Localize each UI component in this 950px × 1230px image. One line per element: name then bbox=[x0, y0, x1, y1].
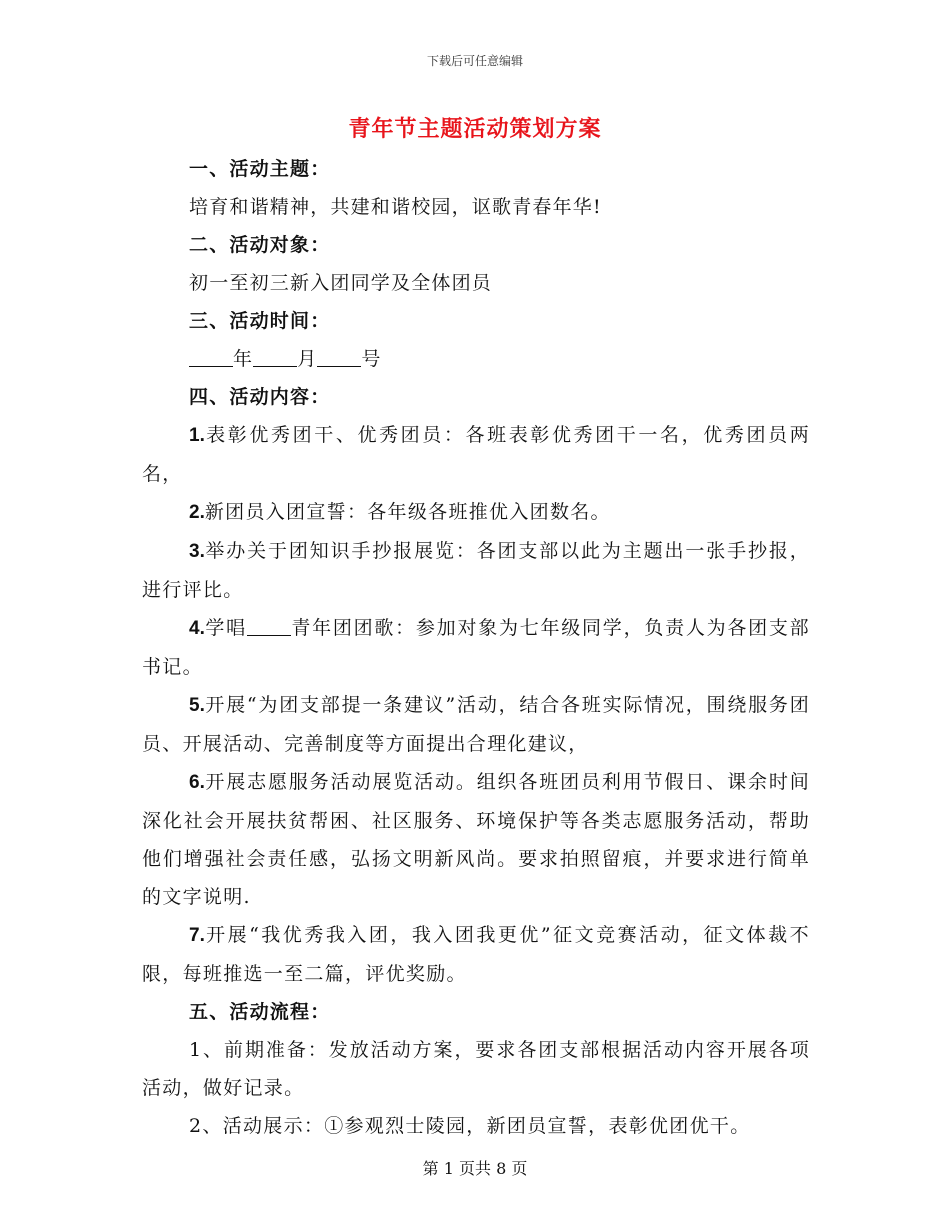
content-item-4 bbox=[142, 609, 810, 686]
document-title: 青年节主题活动策划方案 bbox=[348, 116, 602, 142]
page-footer: 第 1 页共 8 页 bbox=[422, 1159, 528, 1178]
item-number: 4. bbox=[189, 618, 205, 639]
item-number: 3. bbox=[189, 541, 205, 562]
item-text: 开展志愿服务活动展览活动。组织各班团员利用节假日、课余时间深化社会开展扶贫帮困、社区服务、环境保护等各类志愿服务活动，帮助他们增强社会责任感，弘扬文明新风尚。要求拍照留痕，并要求进行简单的文字说明. bbox=[142, 771, 810, 908]
blank-year bbox=[189, 346, 233, 367]
content-item-7 bbox=[142, 916, 810, 993]
item-number: 7. bbox=[189, 925, 205, 946]
section-heading-process: 五、活动流程： bbox=[189, 1001, 331, 1023]
time-year-label: 年 bbox=[233, 348, 254, 370]
section-text-theme: 培育和谐精神，共建和谐校园，讴歌青春年华! bbox=[189, 196, 602, 218]
content-item-1 bbox=[142, 416, 810, 493]
item-text: 新团员入团宣誓：各年级各班推优入团数名。 bbox=[204, 501, 611, 523]
process-item-1: 1、前期准备：发放活动方案，要求各团支部根据活动内容开展各项活动，做好记录。 bbox=[142, 1039, 810, 1099]
content-item-6 bbox=[142, 763, 810, 916]
item-number: 1. bbox=[189, 425, 205, 446]
item-text: 表彰优秀团干、优秀团员：各班表彰优秀团干一名，优秀团员两名， bbox=[142, 424, 810, 485]
item-number: 5. bbox=[189, 695, 205, 716]
section-heading-time: 三、活动时间： bbox=[189, 310, 331, 332]
item-text-after: 青年团团歌：参加对象为七年级同学，负责人为各团支部书记。 bbox=[142, 617, 810, 678]
content-item-5 bbox=[142, 686, 810, 763]
item-text: 开展“我优秀我入团，我入团我更优”征文竞赛活动，征文体裁不限，每班推选一至二篇，评优奖励。 bbox=[142, 924, 810, 985]
time-month-label: 月 bbox=[297, 348, 318, 370]
time-day-label: 号 bbox=[361, 348, 382, 370]
blank-song bbox=[247, 615, 291, 636]
section-heading-content: 四、活动内容： bbox=[189, 386, 331, 408]
content-item-3 bbox=[142, 532, 810, 609]
item-number: 6. bbox=[189, 772, 205, 793]
blank-day bbox=[317, 346, 361, 367]
item-text: 举办关于团知识手抄报展览：各团支部以此为主题出一张手抄报，进行评比。 bbox=[142, 540, 810, 601]
header-note: 下载后可任意编辑 bbox=[426, 54, 523, 68]
section-text-time bbox=[142, 340, 810, 378]
section-heading-target: 二、活动对象： bbox=[189, 234, 331, 256]
item-number: 2. bbox=[189, 502, 205, 523]
item-text-before: 学唱 bbox=[204, 617, 247, 639]
document-body bbox=[142, 150, 810, 1145]
process-item-2: 2、活动展示：①参观烈士陵园，新团员宣誓，表彰优团优干。 bbox=[189, 1115, 751, 1137]
section-text-target: 初一至初三新入团同学及全体团员 bbox=[189, 272, 493, 294]
section-heading-theme: 一、活动主题： bbox=[189, 158, 331, 180]
item-text: 开展“为团支部提一条建议”活动，结合各班实际情况，围绕服务团员、开展活动、完善制度等方面提出合理化建议， bbox=[142, 694, 810, 755]
blank-month bbox=[253, 346, 297, 367]
content-item-2 bbox=[142, 493, 810, 532]
